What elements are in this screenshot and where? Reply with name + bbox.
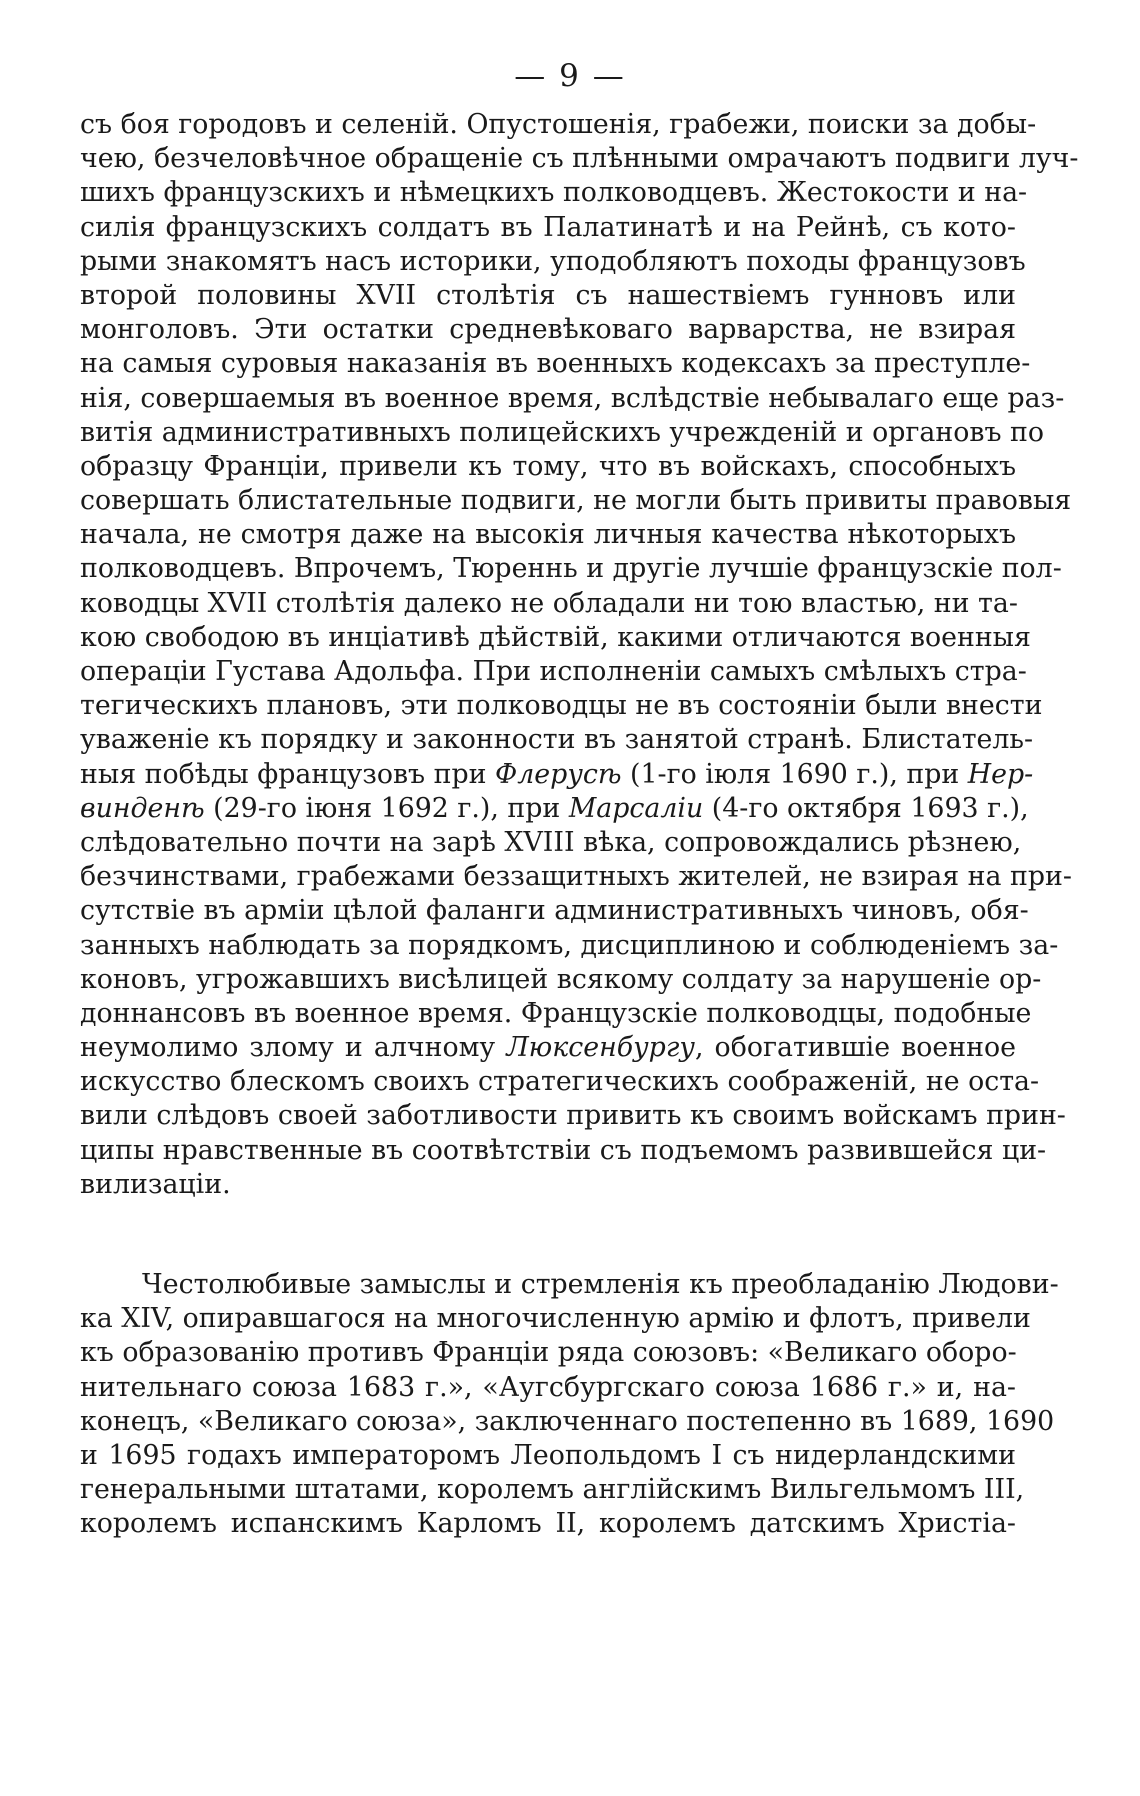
text-line: силія французскихъ солдатъ въ Палатинатѣ и на Рейнѣ, съ кото-	[80, 211, 1016, 243]
place-name-neerwinden-cont: винденѣ	[80, 792, 205, 824]
text-line: конецъ, «Великаго союза», заключеннаго постепенно въ 1689, 1690	[80, 1405, 1055, 1437]
text-fragment: ныя побѣды французовъ при	[80, 758, 495, 790]
text-line: шихъ французскихъ и нѣмецкихъ полководцевъ. Жестокости и на-	[80, 177, 1028, 209]
text-line: начала, не смотря даже на высокія личныя качества нѣкоторыхъ	[80, 519, 1016, 551]
text-line: доннансовъ въ военное время. Французскіе полководцы, подобные	[80, 997, 1032, 1029]
text-line: витія административныхъ полицейскихъ учрежденій и органовъ по	[80, 416, 1045, 448]
text-line: искусство блескомъ своихъ стратегическихъ соображеній, не оста-	[80, 1066, 1040, 1098]
text-line	[80, 1031, 1016, 1065]
text-line: Честолюбивые замыслы и стремленія къ преобладанію Людови-	[142, 1269, 1059, 1300]
text-line: сутствіе въ арміи цѣлой фаланги административныхъ чиновъ, обя-	[80, 895, 1029, 927]
text-fragment: (29-го іюня 1692 г.), при	[204, 792, 569, 824]
text-line: къ образованію противъ Франціи ряда союзовъ: «Великаго оборо-	[80, 1337, 1017, 1369]
text-line: рыми знакомятъ насъ историки, уподобляютъ походы французовъ	[80, 245, 1026, 277]
paragraph-2	[80, 1268, 1059, 1542]
text-line: чею, безчеловѣчное обращеніе съ плѣнными омрачаютъ подвиги луч-	[80, 143, 1079, 175]
text-line: съ боя городовъ и селеній. Опустошенія, грабежи, поиски за добы-	[80, 109, 1037, 140]
page-number: — 9 —	[514, 58, 626, 94]
text-line: совершать блистательные подвиги, не могли быть привиты правовыя	[80, 485, 1072, 517]
text-line: полководцевъ. Впрочемъ, Тюреннь и другіе лучшіе французскіе пол-	[80, 553, 1062, 585]
text-fragment: неумолимо злому и алчному	[80, 1032, 507, 1064]
text-line: второй половины XVII столѣтія съ нашествіемъ гунновъ или	[80, 279, 1016, 311]
text-line: тегическихъ плановъ, эти полководцы не въ состояніи были внести	[80, 690, 1043, 722]
text-line	[80, 792, 1029, 826]
place-name-neerwinden: Нер-	[967, 758, 1034, 790]
text-line: безчинствами, грабежами беззащитныхъ жителей, не взирая на при-	[80, 861, 1072, 893]
paragraph-1	[80, 108, 1079, 1202]
text-line: коновъ, угрожавшихъ висѣлицей всякому солдату за нарушеніе ор-	[80, 963, 1042, 995]
text-line: образцу Франціи, привели къ тому, что въ войскахъ, способныхъ	[80, 450, 1016, 482]
text-line: королемъ испанскимъ Карломъ II, королемъ датскимъ Христіа-	[80, 1508, 1016, 1540]
text-line: кою свободою въ инціативѣ дѣйствій, какими отличаются военныя	[80, 621, 1031, 653]
text-line: и 1695 годахъ императоромъ Леопольдомъ I съ нидерландскими	[80, 1439, 1016, 1471]
text-line: ководцы XVII столѣтія далеко не обладали ни тою властью, ни та-	[80, 587, 1018, 619]
person-name-luxembourg: Люксенбургу	[506, 1032, 695, 1064]
text-line: слѣдовательно почти на зарѣ XVIII вѣка, сопровождались рѣзнею,	[80, 826, 1022, 858]
text-line	[80, 758, 1034, 792]
text-line: генеральными штатами, королемъ англійскимъ Вильгельмомъ III,	[80, 1474, 1025, 1506]
text-line: операціи Густава Адольфа. При исполненіи самыхъ смѣлыхъ стра-	[80, 656, 1027, 687]
text-fragment: , обогатившіе военное	[694, 1032, 1016, 1064]
text-line: на самыя суровыя наказанія въ военныхъ кодексахъ за преступле-	[80, 348, 1031, 380]
place-name-fleurus: Флерусѣ	[495, 758, 622, 790]
text-line: вили слѣдовъ своей заботливости привить къ своимъ войскамъ прин-	[80, 1100, 1066, 1132]
text-fragment: (1-го іюля 1690 г.), при	[621, 758, 968, 790]
text-line: монголовъ. Эти остатки средневѣковаго варварства, не взирая	[80, 314, 1016, 346]
text-fragment: (4-го октября 1693 г.),	[703, 792, 1029, 824]
text-line: занныхъ наблюдать за порядкомъ, дисциплиною и соблюденіемъ за-	[80, 929, 1059, 961]
text-line: нія, совершаемыя въ военное время, вслѣдствіе небывалаго еще раз-	[80, 382, 1065, 414]
text-line: ка XIV, опиравшагося на многочисленную армію и флотъ, привели	[80, 1303, 1031, 1335]
text-line: ципы нравственные въ соотвѣтствіи съ подъемомъ развившейся ци-	[80, 1134, 1047, 1166]
text-line: нительнаго союза 1683 г.», «Аугсбургскаго союза 1686 г.» и, на-	[80, 1371, 1016, 1403]
text-line: вилизаціи.	[80, 1168, 231, 1200]
text-line: уваженіе къ порядку и законности въ занятой странѣ. Блистатель-	[80, 724, 1034, 756]
place-name-marsaglia: Марсаліи	[568, 792, 704, 824]
